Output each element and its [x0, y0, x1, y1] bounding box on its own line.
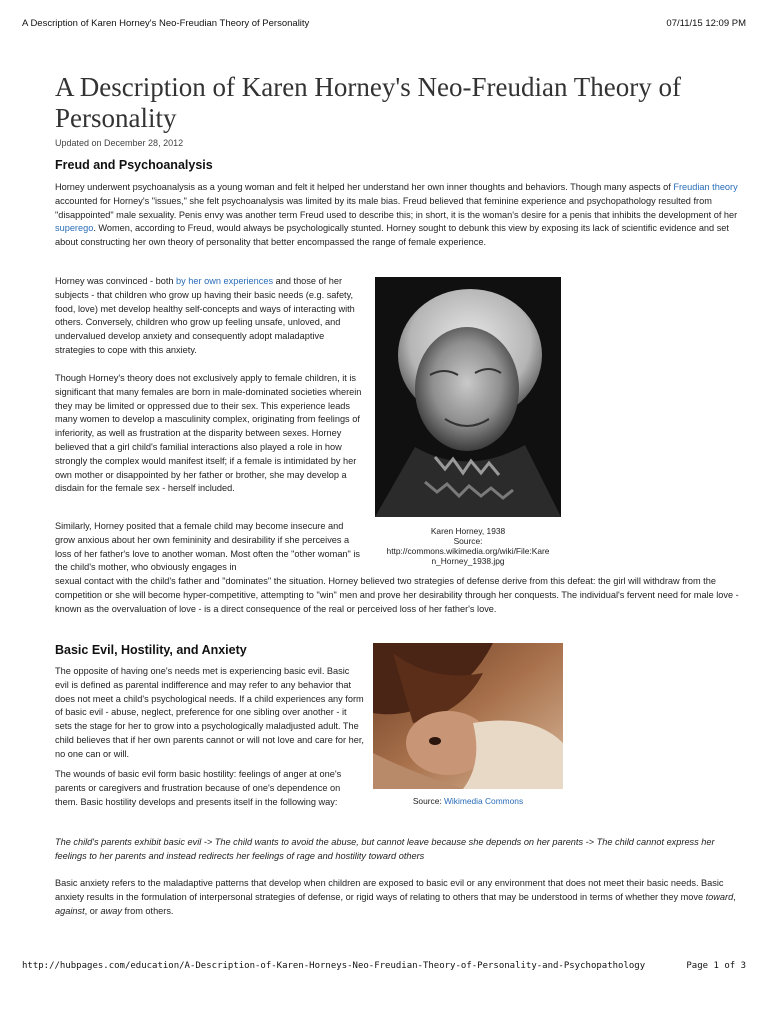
caption-prefix: Source:: [412, 796, 445, 806]
section1-paragraph-2: [55, 275, 365, 358]
section2-paragraph-2: The wounds of basic evil form basic hostility: feelings of anger at one's parents or caregivers and frustration because of one's dependence on them. Basic hostility develops and presents itself in the following way:: [55, 769, 342, 807]
text-run: and those of her subjects - that children who grow up having their basic needs (e.g. safety, food, love) met develop healthy self-concepts and ways of interacting with others. Conversely, children who grow up feeling unsafe, unloved, and undervalued develop anxiety and consequently adopt maladaptive strategies to cope with this anxiety.: [55, 276, 355, 355]
print-header-title: A Description of Karen Horney's Neo-Freudian Theory of Personality: [22, 18, 310, 29]
caption-line: Source:: [453, 536, 483, 546]
italic-text: against: [55, 905, 85, 916]
updated-date: Updated on December 28, 2012: [55, 138, 184, 148]
section1-paragraph-4-bottom: sexual contact with the child's father and "dominates" the situation. Horney believed two strategies of defense derive from this defeat: the girl will withdraw from the competition or she will become hyper-competitive, attempting to "win" men and prove her desirability through her conquests. The individual's fervent need for male love - known as the overvaluation of love - is a direct consequence of the real or perceived loss of her father's love.: [55, 576, 739, 614]
child-photo-caption: [373, 796, 563, 806]
text-run: Basic anxiety refers to the maladaptive patterns that develop when children are exposed to basic evil or any environment that does not meet their basic needs. Basic anxiety results in the formulation of interpersonal strategies of defense, or rigid ways of relating to others that may be understood in terms of whether they move: [55, 878, 724, 902]
section1-paragraph-4-top: Similarly, Horney posited that a female child may become insecure and grow anxious about her own femininity and desirability if she perceives a loss of her father's love to another woman. Most often the "other woman" is the child's mother, who obviously engages in: [55, 521, 360, 573]
caption-line: n_Horney_1938.jpg: [431, 556, 505, 566]
superego-link[interactable]: superego: [55, 223, 94, 234]
section-heading-basic-evil: Basic Evil, Hostility, and Anxiety: [55, 643, 247, 657]
italic-text: The child's parents exhibit basic evil -> The child wants to avoid the abuse, but cannot leave because she depends on her parents -> The child cannot express her feelings to her parents and instead redirects her feelings of rage and hostility toward others: [55, 837, 715, 861]
article-title: A Description of Karen Horney's Neo-Freudian Theory of Personality: [55, 72, 681, 133]
karen-horney-photo: [375, 277, 561, 517]
section1-paragraph-1: [55, 181, 747, 250]
karen-horney-photo-caption: [375, 526, 561, 566]
text-run: ,: [733, 891, 736, 902]
text-run: Horney was convinced - both: [55, 276, 177, 286]
freudian-theory-link[interactable]: Freudian theory: [673, 182, 738, 192]
section2-paragraph-1: The opposite of having one's needs met is experiencing basic evil. Basic evil is defined as parental indifference and may refer to any behavior that does not meet a child's psychological needs. If a child experiences any form of basic evil - abuse, neglect, preference for one sibling over another - it sets the stage for her to grow into a psychologically maladjusted adult. The child believes that if her own parents cannot or will not love and care for her, no one can or will.: [55, 666, 364, 759]
caption-line: Karen Horney, 1938: [430, 526, 506, 536]
italic-text: away: [100, 905, 122, 916]
wikimedia-commons-link[interactable]: Wikimedia Commons: [444, 796, 524, 806]
italic-text: toward: [705, 891, 734, 902]
print-header-datetime: 07/11/15 12:09 PM: [666, 18, 746, 29]
print-header: [22, 18, 746, 32]
article-header: [55, 72, 747, 148]
child-photo: [373, 643, 563, 789]
section-heading-freud: Freud and Psychoanalysis: [55, 158, 213, 172]
text-run: Horney underwent psychoanalysis as a young woman and felt it helped her understand her own inner thoughts and behaviors. Though many aspects of: [55, 182, 674, 192]
print-footer-url: http://hubpages.com/education/A-Description-of-Karen-Horneys-Neo-Freudian-Theory-of-Personality-and-Psychopathology: [22, 961, 646, 971]
text-run: from others.: [121, 905, 174, 916]
section1-paragraph-3: Though Horney's theory does not exclusively apply to female children, it is significant that many females are born in male-dominated societies wherein they may be limited or oppressed due to their sex. This experience leads many women to develop a masculinity complex, originating from feelings of inferiority, as well as frustration at the disparity between sexes. Horney believed that a girl child's familial interactions also played a role in how strongly the complex would manifest itself; if a female is intimidated by her own mother or disappointed by her father or brother, she may develop a disdain for the female sex - herself included.: [55, 373, 362, 494]
section2-italic-chain: [55, 836, 747, 864]
caption-line: http://commons.wikimedia.org/wiki/File:Kare: [386, 546, 550, 556]
own-experiences-link[interactable]: by her own experiences: [176, 276, 274, 286]
portrait-image: [375, 277, 561, 517]
text-run: . Women, according to Freud, would always be psychologically stunted. Horney sought to debunk this view by exposing its lack of scientific evidence and set about constructing her own theory of personality that better encompassed the range of female experience.: [55, 223, 729, 248]
text-run: , or: [84, 905, 101, 916]
print-footer: [22, 961, 746, 975]
section2-paragraph-3: [55, 877, 747, 918]
text-run: accounted for Horney's "issues," she felt psychoanalysis was limited by its male bias. Freud believed that feminine experience and psychopathology resulted from "disappointed" male sexuality. Penis envy was another term Freud used to describe this; in short, it is the woman's desire for a penis that inhibits the development of her: [55, 195, 738, 220]
child-image: [373, 643, 563, 789]
print-footer-page: Page 1 of 3: [686, 961, 746, 971]
